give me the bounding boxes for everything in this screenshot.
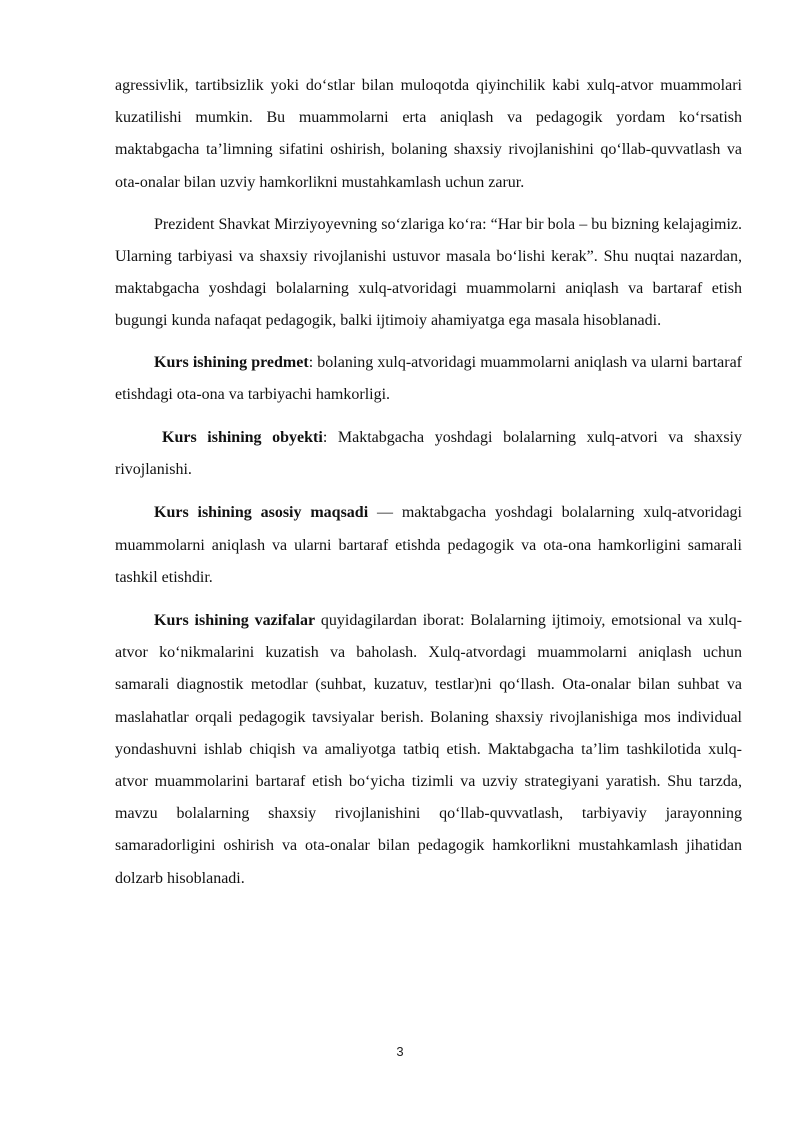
page-number: 3 [396,1044,404,1059]
course-object-text: : Maktabgacha yoshdagi bolalarning xulq-atvori va shaxsiy rivojlanishi. [115,429,742,479]
course-subject-text: : bolaning xulq-atvoridagi muammolarni aniqlash va ularni bartaraf etishdagi ota-ona va tarbiyachi hamkorligi. [115,353,742,403]
paragraph-course-tasks [115,605,742,895]
course-tasks-text: quyidagilardan iborat: Bolalarning ijtimoiy, emotsional va xulq-atvor ko‘nikmalarini kuzatish va baholash. Xulq-atvordagi muammolarni aniqlash uchun samarali diagnostik metodlar (suhbat, kuzatuv, testlar)ni qo‘llash. Ota-onalar bilan suhbat va maslahatlar orqali pedagogik tavsiyalar berish. Bolaning shaxsiy rivojlanishiga mos individual yondashuvni ishlab chiqish va amaliyotga tatbiq etish. Maktabgacha ta’lim tashkilotida xulq-atvor muammolarini bartaraf etish bo‘yicha tizimli va uzviy strategiyani yaratish. Shu tarzda, mavzu bolalarning shaxsiy rivojlanishini qo‘llab-quvvatlash, tarbiyaviy jarayonning samaradorligini oshirish va ota-onalar bilan pedagogik hamkorlikni mustahkamlash jihatidan dolzarb hisoblanadi. [115,612,742,887]
paragraph-course-object [115,422,742,486]
course-tasks-heading: Kurs ishining vazifalar [154,612,316,630]
document-body [115,70,742,895]
paragraph-course-subject [115,347,742,411]
course-object-heading: Kurs ishining obyekti [162,429,323,447]
course-goal-heading: Kurs ishining asosiy maqsadi [154,504,369,522]
paragraph-president-quote: Prezident Shavkat Mirziyoyevning so‘zlariga ko‘ra: “Har bir bola – bu bizning kelajagimiz. Ularning tarbiyasi va shaxsiy rivojlanishi ustuvor masala bo‘lishi kerak”. Shu nuqtai nazardan, maktabgacha yoshdagi bolalarning xulq-atvoridagi muammolarni aniqlash va bartaraf etish bugungi kunda nafaqat pedagogik, balki ijtimoiy ahamiyatga ega masala hisoblanadi. [115,215,742,330]
paragraph-continuation: agressivlik, tartibsizlik yoki do‘stlar bilan muloqotda qiyinchilik kabi xulq-atvor muammolari kuzatilishi mumkin. Bu muammolarni erta aniqlash va pedagogik yordam ko‘rsatish maktabgacha ta’limning sifatini oshirish, bolaning shaxsiy rivojlanishini qo‘llab-quvvatlash va ota-onalar bilan uzviy hamkorlikni mustahkamlash uchun zarur. [115,77,742,191]
course-goal-text: — maktabgacha yoshdagi bolalarning xulq-atvoridagi muammolarni aniqlash va ularni bartaraf etishda pedagogik va ota-ona hamkorligini samarali tashkil etishdir. [115,504,742,586]
paragraph-course-goal [115,497,742,594]
course-subject-heading: Kurs ishining predmet [154,353,309,371]
